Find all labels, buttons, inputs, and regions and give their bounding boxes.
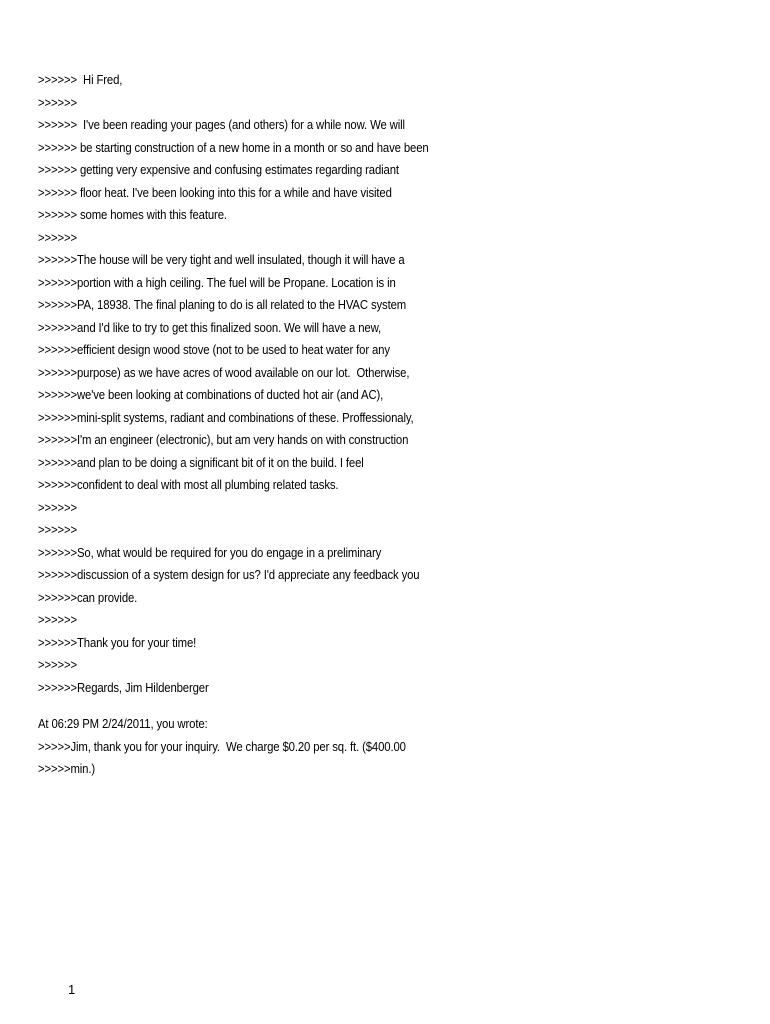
quoted-line: >>>>>>and I'd like to try to get this finalized soon. We will have a new,: [38, 319, 382, 335]
quoted-line: >>>>>> Hi Fred,: [38, 72, 123, 87]
reply-line: >>>>>min.): [38, 761, 96, 776]
quoted-line: >>>>>>can provide.: [38, 589, 138, 605]
quoted-line: >>>>>>confident to deal with most all plumbing related tasks.: [38, 477, 339, 492]
quoted-line: >>>>>>I'm an engineer (electronic), but am very hands on with construction: [38, 432, 409, 447]
quoted-line: >>>>>> I've been reading your pages (and others) for a while now. We will: [38, 117, 405, 132]
quoted-line: >>>>>>mini-split systems, radiant and combinations of these. Proffessionaly,: [38, 409, 414, 425]
quoted-line: >>>>>> be starting construction of a new home in a month or so and have been: [38, 139, 429, 155]
quoted-line: >>>>>>: [38, 499, 77, 515]
quoted-line: >>>>>>: [38, 94, 77, 110]
quoted-line: >>>>>>we've been looking at combinations of ducted hot air (and AC),: [38, 387, 384, 402]
quoted-line: >>>>>>: [38, 522, 77, 537]
reply-header: At 06:29 PM 2/24/2011, you wrote:: [38, 716, 208, 731]
quoted-line: >>>>>>discussion of a system design for us? I'd appreciate any feedback you: [38, 567, 420, 582]
quoted-line: >>>>>>portion with a high ceiling. The fuel will be Propane. Location is in: [38, 274, 396, 290]
quoted-message: [38, 69, 738, 699]
quoted-line: >>>>>>and plan to be doing a significant bit of it on the build. I feel: [38, 454, 364, 470]
quoted-line: >>>>>>Thank you for your time!: [38, 634, 197, 650]
reply-message: [38, 713, 738, 781]
reply-line: >>>>>Jim, thank you for your inquiry. We charge $0.20 per sq. ft. ($400.00: [38, 738, 406, 754]
quoted-line: >>>>>>The house will be very tight and well insulated, though it will have a: [38, 252, 405, 267]
quoted-line: >>>>>> some homes with this feature.: [38, 207, 227, 222]
quoted-line: >>>>>>efficient design wood stove (not to be used to heat water for any: [38, 342, 390, 357]
quoted-line: >>>>>>Regards, Jim Hildenberger: [38, 679, 209, 695]
quoted-line: >>>>>> floor heat. I've been looking into this for a while and have visited: [38, 184, 392, 200]
quoted-line: >>>>>>purpose) as we have acres of wood available on our lot. Otherwise,: [38, 364, 410, 380]
quoted-line: >>>>>>PA, 18938. The final planing to do is all related to the HVAC system: [38, 297, 407, 312]
quoted-line: >>>>>> getting very expensive and confusing estimates regarding radiant: [38, 162, 399, 177]
quoted-line: >>>>>>: [38, 612, 77, 627]
quoted-line: >>>>>>So, what would be required for you do engage in a preliminary: [38, 544, 382, 560]
quoted-line: >>>>>>: [38, 229, 77, 245]
page-number: 1: [68, 982, 76, 997]
quoted-line: >>>>>>: [38, 657, 77, 672]
